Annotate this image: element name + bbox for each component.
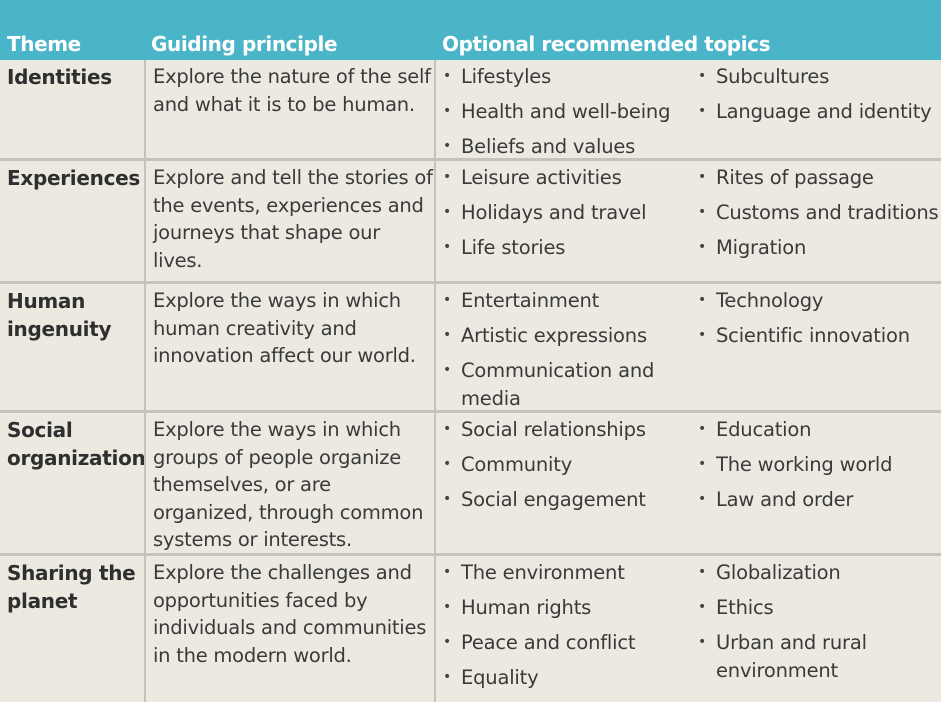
guiding-principle-text: Explore and tell the stories of the events, experiences and journeys that shape our lives. — [153, 166, 433, 272]
bullet-icon: • — [443, 239, 452, 255]
topic-label: Rites of passage — [716, 166, 874, 189]
bullet-icon: • — [698, 491, 707, 507]
bullet-icon: • — [443, 491, 452, 507]
topic-item — [443, 287, 706, 315]
principle-cell — [144, 60, 434, 158]
topic-item — [443, 199, 706, 227]
topic-label: Globalization — [716, 561, 841, 584]
topic-label: Social engagement — [461, 488, 646, 511]
topic-label: Life stories — [461, 236, 566, 259]
bullet-icon: • — [698, 204, 707, 220]
principle-cell — [144, 284, 434, 410]
bullet-icon: • — [443, 599, 452, 615]
topic-item — [443, 594, 706, 622]
table-row — [0, 556, 941, 702]
topic-label: Ethics — [716, 596, 774, 619]
topic-label: Scientific innovation — [716, 324, 910, 347]
bullet-icon: • — [698, 634, 707, 650]
theme-cell — [0, 556, 144, 702]
bullet-icon: • — [698, 327, 707, 343]
table-header — [0, 0, 941, 60]
topic-label: Education — [716, 418, 812, 441]
table-row — [0, 161, 941, 281]
header-theme: Theme — [7, 32, 81, 56]
topic-item — [443, 63, 706, 91]
bullet-icon: • — [698, 68, 707, 84]
bullet-icon: • — [443, 362, 452, 378]
bullet-icon: • — [698, 103, 707, 119]
bullet-icon: • — [698, 169, 707, 185]
topic-label: Lifestyles — [461, 65, 552, 88]
topic-item — [698, 98, 941, 126]
theme-name: Identities — [7, 65, 112, 89]
bullet-icon: • — [698, 564, 707, 580]
topic-label: Law and order — [716, 488, 854, 511]
topic-label: The environment — [461, 561, 625, 584]
topic-label: Urban and rural environment — [716, 631, 867, 682]
topic-item — [443, 164, 706, 192]
topic-item — [443, 98, 706, 126]
principle-cell — [144, 161, 434, 281]
bullet-icon: • — [698, 456, 707, 472]
table-row — [0, 60, 941, 158]
bullet-icon: • — [698, 421, 707, 437]
topic-label: Migration — [716, 236, 807, 259]
topic-label: Equality — [461, 666, 539, 689]
bullet-icon: • — [698, 239, 707, 255]
topic-item — [443, 629, 706, 657]
topics-cell — [434, 556, 941, 702]
topic-label: Artistic expressions — [461, 324, 647, 347]
bullet-icon: • — [443, 421, 452, 437]
topic-item — [698, 559, 941, 587]
topics-cell — [434, 161, 941, 281]
principle-cell — [144, 413, 434, 553]
topic-item — [443, 559, 706, 587]
theme-cell — [0, 284, 144, 410]
topic-label: Human rights — [461, 596, 592, 619]
header-topics: Optional recommended topics — [442, 32, 771, 56]
topic-item — [698, 416, 941, 444]
header-guiding-principle: Guiding principle — [151, 32, 338, 56]
theme-name: Sharing the planet — [7, 561, 136, 613]
topic-label: Subcultures — [716, 65, 830, 88]
topic-item — [698, 164, 941, 192]
topic-item — [698, 63, 941, 91]
topic-item — [443, 664, 706, 692]
topic-label: Customs and traditions — [716, 201, 939, 224]
topic-item — [698, 594, 941, 622]
topic-item — [443, 133, 706, 161]
topic-item — [443, 234, 706, 262]
topic-label: Peace and conflict — [461, 631, 636, 654]
topic-label: Beliefs and values — [461, 135, 636, 158]
table-row — [0, 413, 941, 553]
theme-cell — [0, 161, 144, 281]
topic-item — [443, 322, 706, 350]
topic-item — [698, 234, 941, 262]
theme-cell — [0, 60, 144, 158]
guiding-principle-text: Explore the ways in which groups of people organize themselves, or are organized, through common systems or interests. — [153, 418, 424, 551]
topic-item — [443, 416, 706, 444]
bullet-icon: • — [443, 564, 452, 580]
bullet-icon: • — [443, 204, 452, 220]
topics-cell — [434, 284, 941, 410]
guiding-principle-text: Explore the nature of the self and what it is to be human. — [153, 65, 431, 116]
theme-name: Human ingenuity — [7, 289, 112, 341]
theme-name: Experiences — [7, 166, 140, 190]
topic-label: Technology — [716, 289, 824, 312]
bullet-icon: • — [443, 292, 452, 308]
bullet-icon: • — [443, 68, 452, 84]
bullet-icon: • — [698, 599, 707, 615]
topics-cell — [434, 413, 941, 553]
table-row — [0, 284, 941, 410]
topics-cell — [434, 60, 941, 158]
bullet-icon: • — [443, 169, 452, 185]
topic-item — [698, 486, 941, 514]
topic-item — [443, 451, 706, 479]
guiding-principle-text: Explore the ways in which human creativity and innovation affect our world. — [153, 289, 416, 367]
topic-label: Social relationships — [461, 418, 646, 441]
topic-label: Language and identity — [716, 100, 932, 123]
topic-item — [443, 357, 706, 412]
topic-label: Entertainment — [461, 289, 600, 312]
bullet-icon: • — [698, 292, 707, 308]
theme-name: Social organization — [7, 418, 146, 470]
topic-label: Community — [461, 453, 573, 476]
topic-item — [698, 287, 941, 315]
topic-item — [698, 322, 941, 350]
bullet-icon: • — [443, 669, 452, 685]
topic-label: Communication and media — [461, 359, 655, 410]
bullet-icon: • — [443, 634, 452, 650]
topic-item — [698, 451, 941, 479]
bullet-icon: • — [443, 103, 452, 119]
topic-item — [698, 199, 941, 227]
topic-label: Health and well-being — [461, 100, 671, 123]
bullet-icon: • — [443, 456, 452, 472]
bullet-icon: • — [443, 138, 452, 154]
topic-item — [698, 629, 941, 684]
theme-cell — [0, 413, 144, 553]
bullet-icon: • — [443, 327, 452, 343]
guiding-principle-text: Explore the challenges and opportunities faced by individuals and communities in the modern world. — [153, 561, 427, 667]
topic-label: Holidays and travel — [461, 201, 647, 224]
principle-cell — [144, 556, 434, 702]
topic-item — [443, 486, 706, 514]
topic-label: The working world — [716, 453, 893, 476]
topic-label: Leisure activities — [461, 166, 622, 189]
